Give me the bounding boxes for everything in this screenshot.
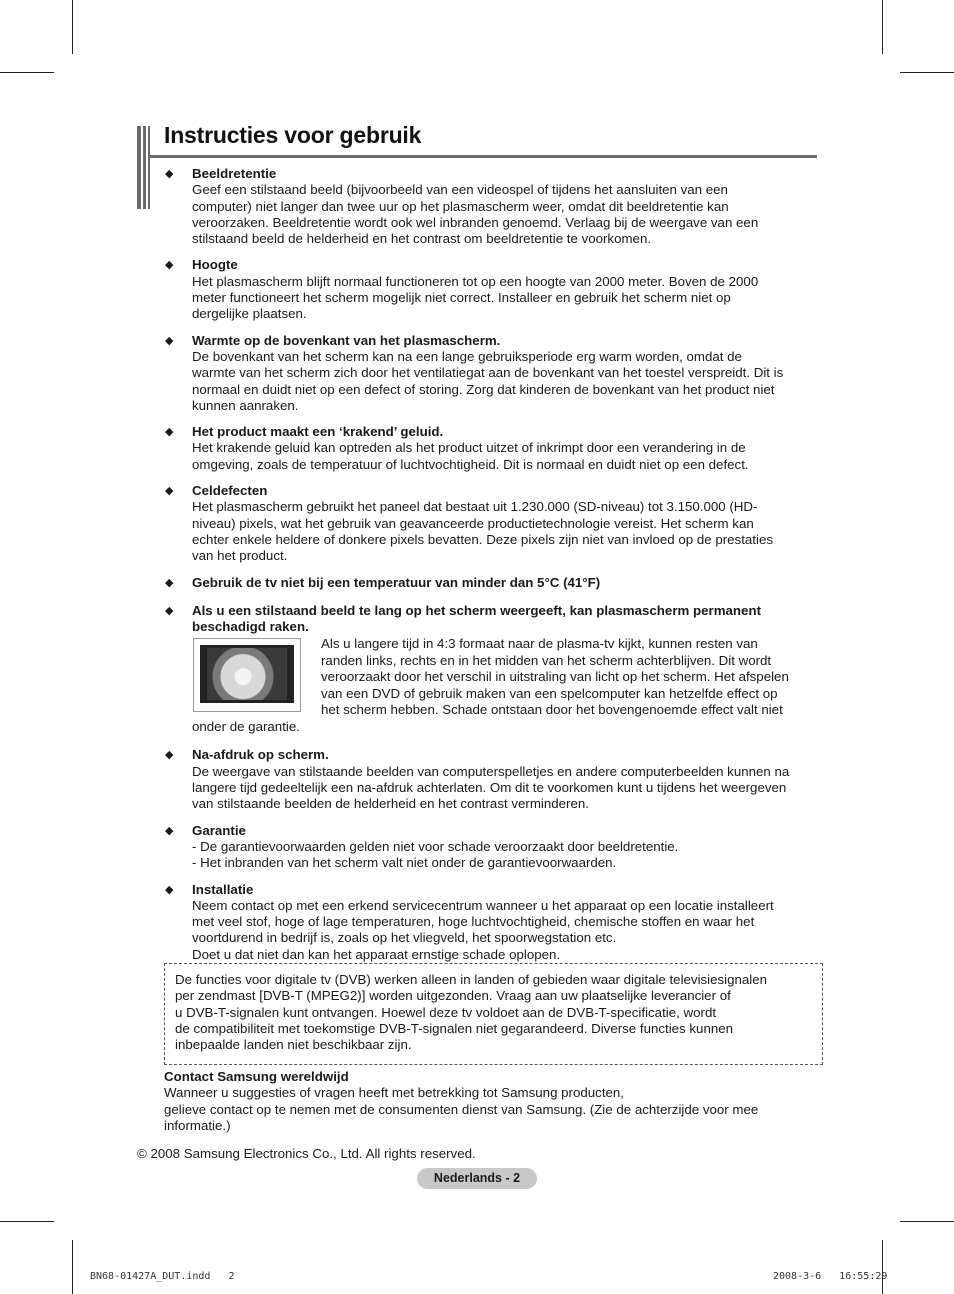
crop-mark <box>882 1240 883 1294</box>
section-title: Na-afdruk op scherm. <box>192 747 329 763</box>
contact-block <box>164 1069 804 1134</box>
title-rule <box>149 155 817 158</box>
contact-title: Contact Samsung wereldwijd <box>164 1069 349 1084</box>
diamond-bullet-icon: ◆ <box>165 259 174 272</box>
section-na-afdruk <box>164 747 820 812</box>
dvb-notice-box: De functies voor digitale tv (DVB) werken alleen in landen of gebieden waar digitale televisiesignalen per zendmast [DVB-T (MPEG2)] worden uitgezonden. Vraag aan uw plaatselijke leverancier of u DVB-T-signalen kunt ontvangen. Hoewel deze tv voldoet aan de DVB-T-specificatie, wordt de compatibiliteit met toekomstige DVB-T-signalen niet gegarandeerd. Diverse functies kunnen inbepaalde landen niet beschikbaar zijn. <box>164 963 823 1065</box>
section-warmte <box>164 333 820 414</box>
copyright: © 2008 Samsung Electronics Co., Ltd. All rights reserved. <box>137 1146 476 1161</box>
section-body: Neem contact op met een erkend servicecentrum wanneer u het apparaat op een locatie installeert met veel stof, hoge of lage temperaturen, hoge luchtvochtigheid, chemische stoffen en waar het voortdurend in bedrijf is, zoals op het vliegveld, het spoorwegstation etc. Doet u dat niet dan kan het apparaat ernstige schade oplopen. <box>192 897 774 962</box>
page-number-badge: Nederlands - 2 <box>417 1168 537 1189</box>
section-media <box>192 636 820 735</box>
diamond-bullet-icon: ◆ <box>165 883 174 896</box>
section-body: - De garantievoorwaarden gelden niet voor schade veroorzaakt door beeldretentie. - Het inbranden van het scherm valt niet onder de garantievoorwaarden. <box>192 838 679 871</box>
diamond-bullet-icon: ◆ <box>165 168 174 180</box>
crop-mark <box>900 72 954 73</box>
section-body: De weergave van stilstaande beelden van computerspelletjes en andere computerbeelden kunnen na langere tijd gedeeltelijk een na-afdruk achterlaten. Om dit te voorkomen kunt u tijdens het weergeven van stilstaande beelden de helderheid en het contrast verminderen. <box>192 763 790 812</box>
section-beeldretentie <box>164 166 820 247</box>
section-body: Het plasmascherm gebruikt het paneel dat bestaat uit 1.230.000 (SD-niveau) tot 3.150.000 (HD- niveau) pixels, wat het gebruik van geavanceerde productietechnologie vereist. Het scherm kan echter enkele heldere of donkere pixels bevatten. Deze pixels zijn niet van invloed op de prestaties van het product. <box>192 499 773 564</box>
crop-mark <box>72 1240 73 1294</box>
diamond-bullet-icon: ◆ <box>165 485 174 498</box>
diamond-bullet-icon: ◆ <box>165 604 174 617</box>
section-media-text: Als u langere tijd in 4:3 formaat naar de plasma-tv kijkt, kunnen resten van randen links, rechts en in het midden van het scherm achterblijven. Dit wordt veroorzaakt door het verschil in uitstraling van licht op het scherm. Het afspelen van een DVD of gebruik maken van een spelcomputer kan hetzelfde effect op het scherm hebben. Schade ontstaan door het bovengenoemde effect valt niet onder de garantie. <box>192 636 789 734</box>
crop-mark <box>0 72 54 73</box>
section-garantie <box>164 823 820 872</box>
section-title: Gebruik de tv niet bij een temperatuur van minder dan 5°C (41°F) <box>192 574 601 590</box>
section-hoogte <box>164 257 820 322</box>
section-title: Celdefecten <box>192 483 268 499</box>
print-slug-date: 2008-3-6 16:55:29 <box>773 1271 888 1282</box>
section-temperatuur <box>164 575 820 591</box>
section-stilstaand-beeld <box>164 603 820 736</box>
crop-mark <box>882 0 883 54</box>
section-krakend-geluid <box>164 424 820 473</box>
section-title: Hoogte <box>192 257 238 273</box>
diamond-bullet-icon: ◆ <box>165 334 174 347</box>
tv-screen-image <box>193 638 301 712</box>
section-title: Als u een stilstaand beeld te lang op het scherm weergeeft, kan plasmascherm permanent beschadigd raken. <box>192 602 761 635</box>
diamond-bullet-icon: ◆ <box>165 426 174 439</box>
diamond-bullet-icon: ◆ <box>165 749 174 762</box>
section-title: Het product maakt een ‘krakend’ geluid. <box>192 424 444 440</box>
section-body: Het plasmascherm blijft normaal functioneren tot op een hoogte van 2000 meter. Boven de 2000 meter functioneert het scherm mogelijk niet correct. Installeer en gebruik het scherm niet op dergelijke plaatsen. <box>192 273 759 322</box>
section-installatie <box>164 882 820 963</box>
section-title: Installatie <box>192 881 254 897</box>
section-body: De bovenkant van het scherm kan na een lange gebruiksperiode erg warm worden, omdat de warmte van het scherm zich door het ventilatiegat aan de bovenkant van het toestel verspreidt. Dit is normaal en duidt niet op een defect of storing. Zorg dat kinderen de bovenkant van het product niet kunnen aanraken. <box>192 348 784 413</box>
crop-mark <box>72 0 73 54</box>
page-title: Instructies voor gebruik <box>164 122 422 148</box>
section-title: Warmte op de bovenkant van het plasmascherm. <box>192 332 501 348</box>
section-title: Garantie <box>192 822 246 838</box>
section-title: Beeldretentie <box>192 166 277 181</box>
diamond-bullet-icon: ◆ <box>165 824 174 837</box>
diamond-bullet-icon: ◆ <box>165 576 174 589</box>
section-body: Geef een stilstaand beeld (bijvoorbeeld van een videospel of tijdens het aansluiten van een computer) niet langer dan twee uur op het plasmascherm weer, omdat dit beeldretentie kan veroorzaken. Beeldretentie wordt ook wel inbranden genoemd. Verlaag bij de weergave van een stilstaand beeld de helderheid en het contrast om beeldretentie te voorkomen. <box>192 182 759 247</box>
crop-mark <box>900 1221 954 1222</box>
section-body: Het krakende geluid kan optreden als het product uitzet of inkrimpt door een verandering in de omgeving, zoals de temperatuur of luchtvochtigheid. Dit is normaal en duidt niet op een defect. <box>192 440 749 472</box>
crop-mark <box>0 1221 54 1222</box>
instructions-list <box>164 166 820 973</box>
contact-body: Wanneer u suggesties of vragen heeft met betrekking tot Samsung producten, gelieve contact op te nemen met de consumenten dienst van Samsung. (Zie de achterzijde voor mee informatie.) <box>164 1085 759 1133</box>
section-celdefecten <box>164 483 820 564</box>
print-slug-file: BN68-01427A_DUT.indd 2 <box>90 1271 235 1282</box>
